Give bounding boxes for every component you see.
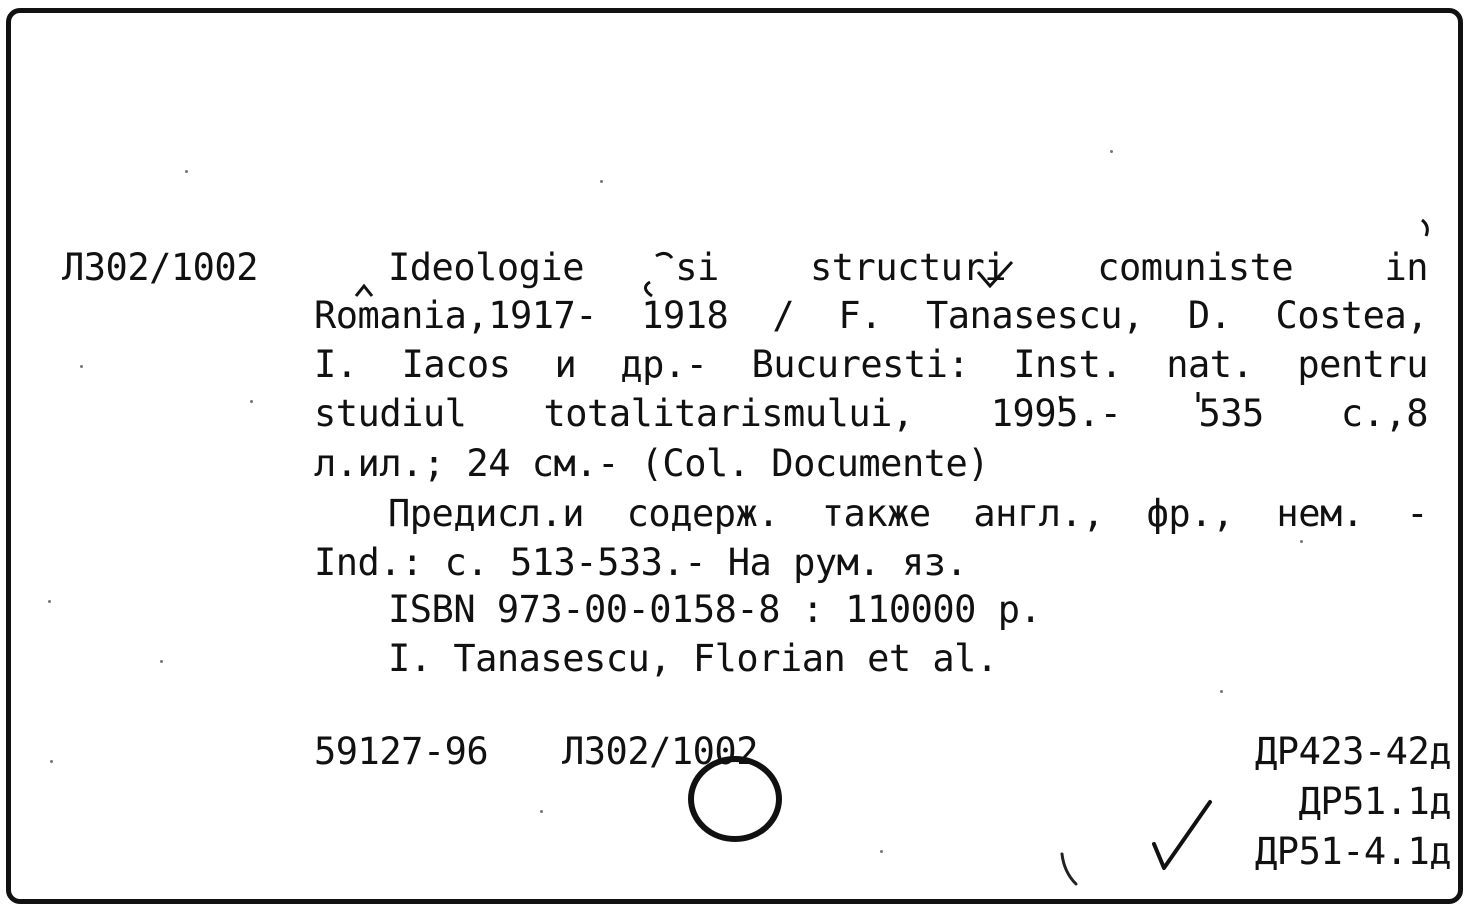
paper-speck	[48, 600, 51, 603]
description-line: л.ил.; 24 см.- (Col. Documente)	[314, 442, 990, 485]
paper-speck	[880, 850, 883, 853]
paper-speck	[80, 365, 83, 368]
note-line: Ind.: с. 513-533.- На рум. яз.	[314, 541, 968, 584]
classification-code: ДР51-4.1д	[1255, 830, 1451, 873]
shelf-mark-bottom: Л302/1002	[562, 730, 758, 773]
paper-speck	[1110, 150, 1113, 153]
added-entry: I. Tanasescu, Florian et al.	[388, 637, 998, 680]
description-line: I. Iacos и др.- Bucuresti: Inst. nat. pentru	[314, 343, 1428, 386]
paper-speck	[600, 180, 603, 183]
accession-number: 59127-96	[314, 730, 489, 773]
paper-speck	[185, 170, 188, 173]
paper-speck	[50, 760, 53, 763]
shelf-mark: Л302/1002	[62, 246, 258, 289]
paper-speck	[160, 660, 163, 663]
description-line: Ideologie si structuri comuniste in	[388, 246, 1428, 289]
isbn-line: ISBN 973-00-0158-8 : 110000 р.	[388, 588, 1042, 631]
description-line: studiul totalitarismului, 1995.- 535 с.,8	[314, 392, 1428, 435]
description-line: Romania,1917- 1918 / F. Tanasescu, D. Costea,	[314, 294, 1428, 337]
paper-speck	[540, 810, 543, 813]
classification-code: ДР51.1д	[1298, 780, 1451, 823]
paper-speck	[1300, 540, 1303, 543]
classification-code: ДР423-42д	[1255, 730, 1451, 773]
note-line: Предисл.и содерж. также англ., фр., нем. -	[388, 492, 1428, 535]
paper-speck	[1220, 690, 1223, 693]
paper-speck	[250, 400, 253, 403]
